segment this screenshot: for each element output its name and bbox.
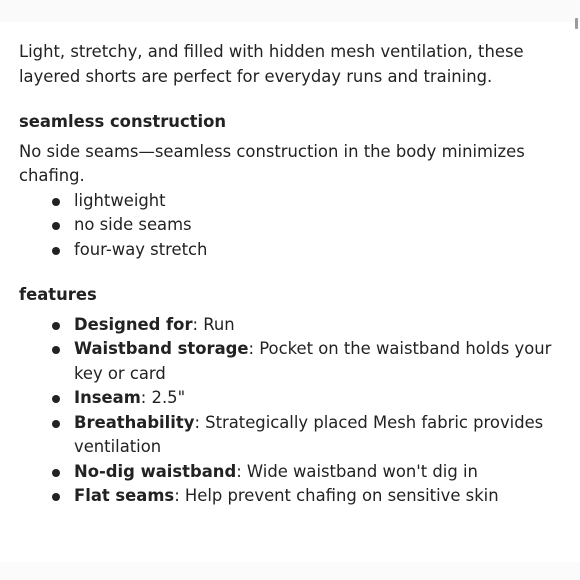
feature-text: : Help prevent chafing on sensitive skin bbox=[174, 486, 499, 505]
feature-item bbox=[19, 313, 564, 338]
list-item bbox=[19, 213, 564, 238]
bullet-icon bbox=[52, 493, 60, 501]
feature-label: Designed for bbox=[74, 314, 193, 334]
features-heading: features bbox=[19, 285, 97, 304]
seamless-construction-list bbox=[19, 189, 564, 263]
feature-label: Inseam bbox=[74, 388, 141, 407]
bullet-icon bbox=[52, 346, 60, 354]
scrollbar-thumb[interactable] bbox=[575, 18, 578, 29]
list-item bbox=[19, 189, 564, 214]
bullet-icon bbox=[52, 420, 60, 428]
feature-item bbox=[19, 337, 564, 386]
bullet-icon bbox=[52, 469, 60, 477]
list-item bbox=[19, 238, 564, 263]
seamless-construction-description: No side seams—seamless construction in the body minimizes chafing. bbox=[19, 141, 525, 185]
bullet-icon bbox=[52, 247, 60, 255]
top-bar bbox=[0, 0, 580, 22]
feature-item bbox=[19, 484, 564, 509]
feature-text: : Strategically placed Mesh fabric provides ventilation bbox=[74, 412, 544, 456]
seamless-construction-heading: seamless construction bbox=[19, 112, 227, 131]
feature-item bbox=[19, 386, 564, 411]
list-item-text: four-way stretch bbox=[74, 239, 208, 259]
feature-label: Breathability bbox=[74, 412, 195, 432]
list-item-text: lightweight bbox=[74, 190, 166, 210]
bottom-bar bbox=[0, 562, 580, 580]
bullet-icon bbox=[52, 322, 60, 330]
intro-paragraph: Light, stretchy, and filled with hidden mesh ventilation, these layered shorts are perfect for everyday runs and training. bbox=[19, 42, 524, 86]
features-list bbox=[19, 313, 564, 509]
list-item-text: no side seams bbox=[74, 215, 192, 234]
feature-text: : Wide waistband won't dig in bbox=[236, 461, 478, 481]
bullet-icon bbox=[52, 198, 60, 206]
feature-label: No-dig waistband bbox=[74, 461, 237, 481]
feature-text: : Run bbox=[192, 314, 235, 334]
feature-text: : 2.5" bbox=[140, 388, 186, 407]
bullet-icon bbox=[52, 395, 60, 403]
product-description bbox=[19, 40, 564, 509]
feature-item bbox=[19, 411, 564, 460]
feature-label: Waistband storage bbox=[74, 339, 249, 358]
bullet-icon bbox=[52, 222, 60, 230]
feature-item bbox=[19, 460, 564, 485]
feature-label: Flat seams bbox=[74, 486, 175, 505]
feature-text: : Pocket on the waistband holds your key or card bbox=[74, 339, 552, 383]
